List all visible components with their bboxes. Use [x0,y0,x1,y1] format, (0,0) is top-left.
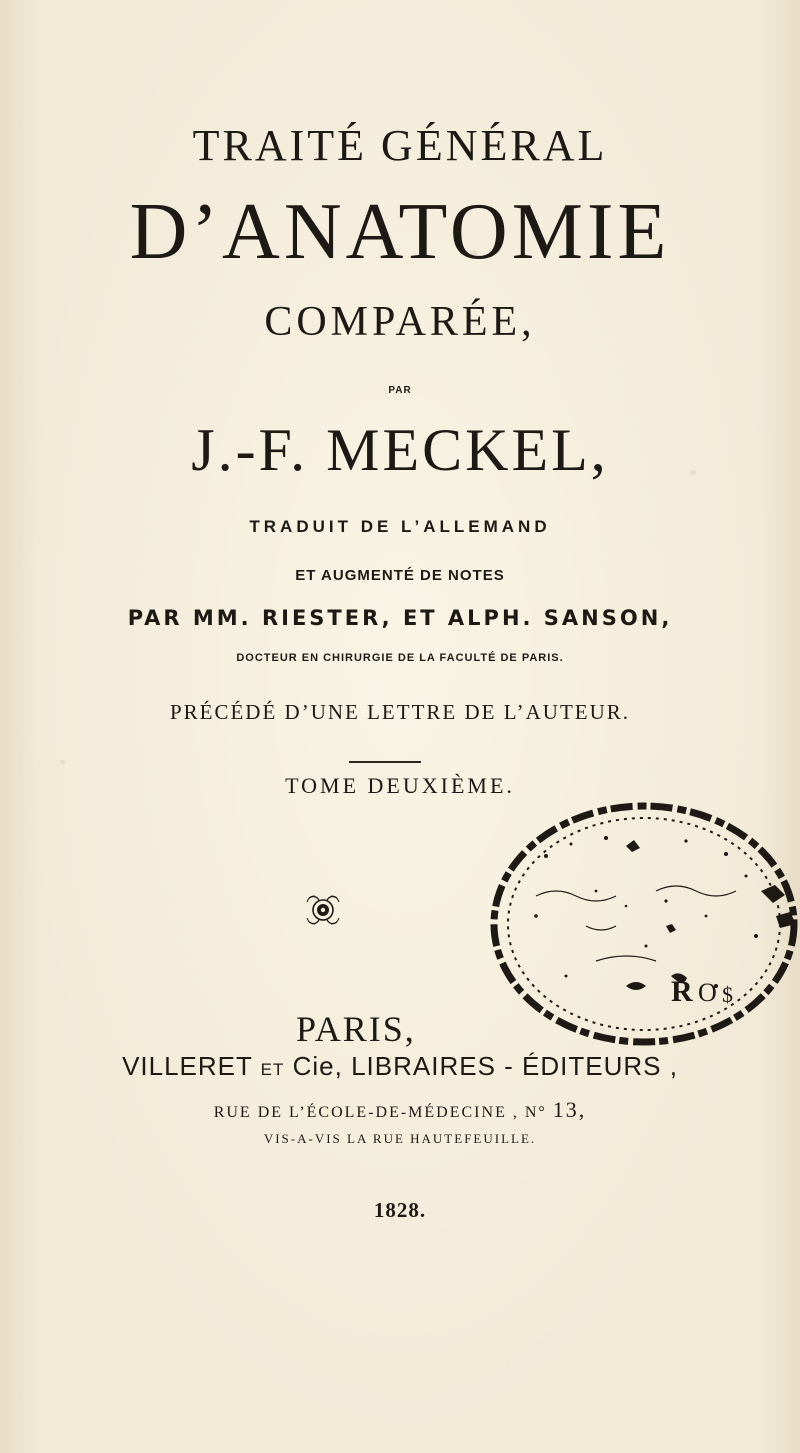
publication-year: 1828. [373,1198,427,1222]
svg-text:$: $ [722,982,733,1007]
augmented-note: ET AUGMENTÉ DE NOTES [295,567,505,584]
author-name: J.-F. MECKEL, [191,417,609,483]
title-line-3: COMPARÉE, [264,299,536,345]
par-label: PAR [388,385,412,396]
publisher-role: , LIBRAIRES - ÉDITEURS , [334,1051,678,1081]
address-line-2: VIS-A-VIS LA RUE HAUTEFEUILLE. [263,1131,537,1146]
translation-note: TRADUIT DE L’ALLEMAND [249,517,551,536]
imprint-city: PARIS, [296,1009,416,1049]
publisher-line [0,1051,800,1082]
preface-note: PRÉCÉDÉ D’UNE LETTRE DE L’AUTEUR. [169,700,631,724]
address-number: 13, [552,1097,587,1122]
title-line-2: D’ANATOMIE [129,188,671,276]
library-stamp [476,796,800,1058]
publisher-et: ET [260,1060,285,1079]
address-street: RUE DE L’ÉCOLE-DE-MÉDECINE , N° [213,1104,547,1121]
publisher-name: VILLERET [122,1051,253,1081]
translators: PAR MM. RIESTER, ET ALPH. SANSON, [127,606,673,630]
printer-device-icon [305,892,341,928]
volume-label: TOME DEUXIÈME. [285,773,515,798]
title-line-1: TRAITÉ GÉNÉRAL [192,121,608,170]
translator-title: DOCTEUR EN CHIRURGIE DE LA FACULTÉ DE PARIS. [236,652,564,664]
publisher-cie: Cie [292,1051,335,1081]
foxing-spot [60,760,65,765]
address-line-1 [0,1097,800,1123]
divider-rule [349,761,421,763]
svg-text:R: R [671,975,693,1008]
svg-text:O: O [698,978,717,1007]
